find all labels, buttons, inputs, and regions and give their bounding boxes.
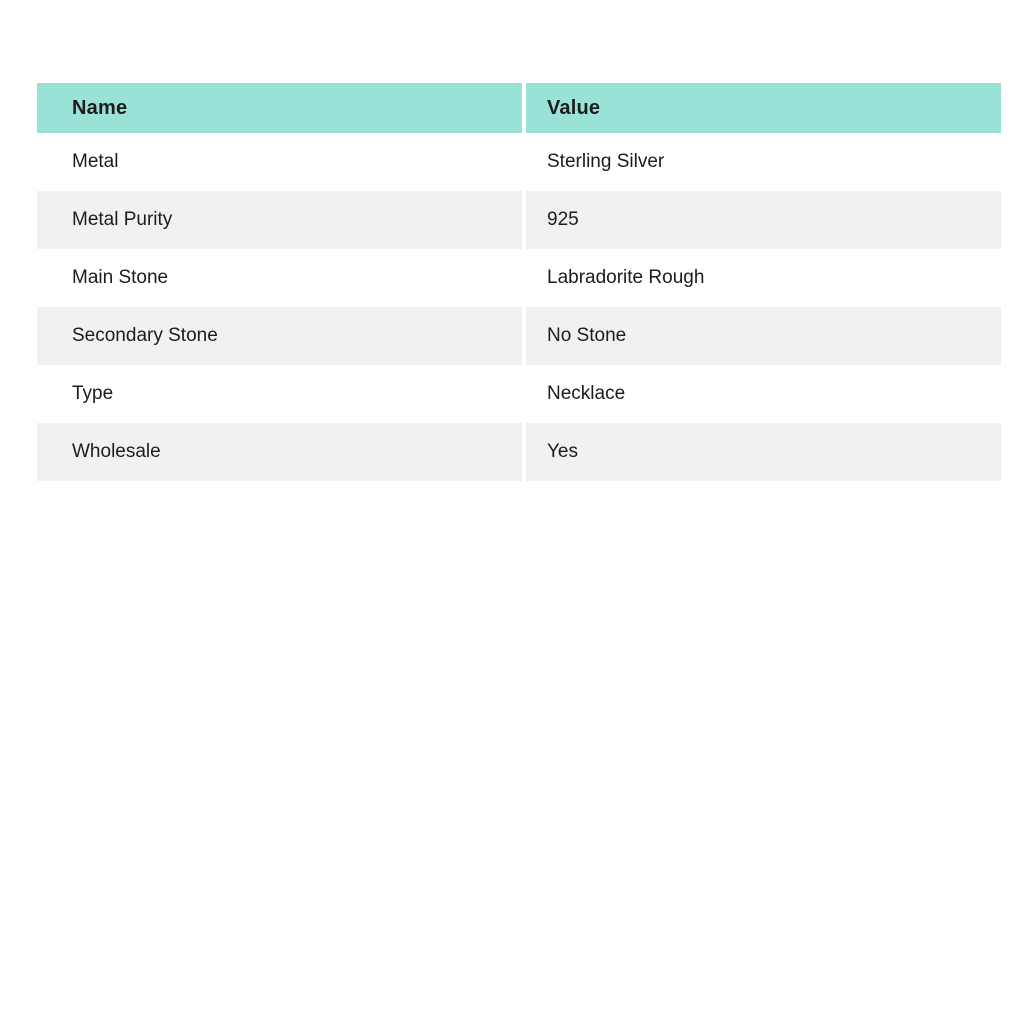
attribute-name-cell: Secondary Stone [37,307,524,365]
attribute-value-cell: 925 [524,191,1001,249]
table-row [37,249,1001,307]
column-header-name: Name [37,83,524,133]
attribute-name-cell: Type [37,365,524,423]
table-row [37,191,1001,249]
product-attributes-table-container [37,83,1001,481]
attribute-value-cell: Sterling Silver [547,151,665,172]
attribute-name-cell: Wholesale [37,423,524,481]
attribute-value-cell: No Stone [524,307,1001,365]
attribute-name-cell: Metal [37,133,524,191]
attribute-value-cell: Labradorite Rough [547,267,705,288]
attribute-value-cell: Necklace [547,383,626,404]
table-header-row [37,83,1001,133]
table-row [37,307,1001,365]
attribute-name-cell: Main Stone [37,249,524,307]
table-row [37,365,1001,423]
product-attributes-table [37,83,1001,481]
table-row [37,423,1001,481]
column-header-value: Value [524,83,1001,133]
attribute-value-cell: Yes [524,423,1001,481]
table-row [37,133,1001,191]
attribute-name-cell: Metal Purity [37,191,524,249]
